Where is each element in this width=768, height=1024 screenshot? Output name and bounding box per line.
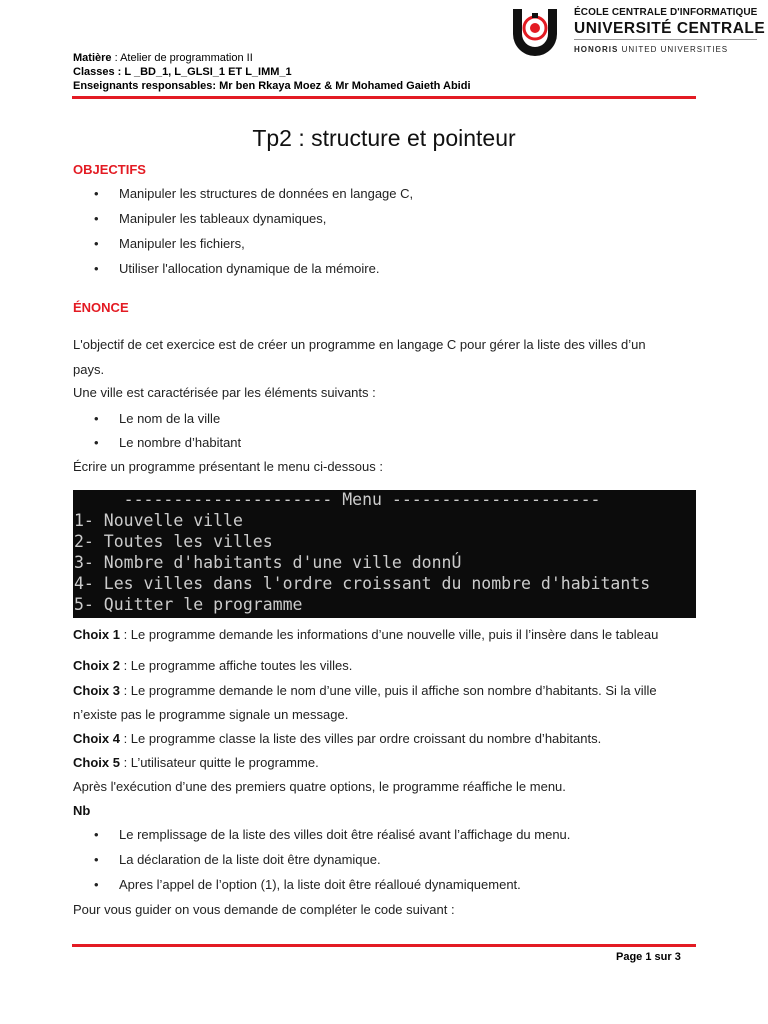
- nb-item: • La déclaration de la liste doit être dynamique.: [119, 852, 381, 867]
- header-classes: [73, 66, 292, 78]
- choix-5: [73, 755, 319, 770]
- ville-element-item: • Le nombre d’habitant: [119, 435, 241, 450]
- choix-text: : Le programme classe la liste des villes par ordre croissant du nombre d’habitants.: [119, 731, 602, 746]
- choix-text: : Le programme affiche toutes les villes.: [119, 658, 353, 673]
- objectif-item: • Manipuler les tableaux dynamiques,: [119, 211, 326, 226]
- enonce-heading: ÉNONCE: [73, 300, 129, 315]
- enseignants-label: Enseignants responsables:: [73, 80, 217, 92]
- enseignants-value: Mr ben Rkaya Moez & Mr Mohamed Gaieth Abidi: [216, 80, 471, 92]
- choix-text: : Le programme demande les informations d’une nouvelle ville, puis il l’insère dans le tableau: [119, 627, 659, 642]
- logo-honoris: HONORIS: [574, 45, 619, 54]
- classes-label: Classes: [73, 66, 115, 78]
- choix-3-cont: n’existe pas le programme signale un message.: [73, 707, 349, 722]
- nb-heading: Nb: [73, 803, 91, 818]
- objectif-item: • Utiliser l'allocation dynamique de la mémoire.: [119, 261, 379, 276]
- footer-rule: [72, 944, 696, 947]
- console-menu-screenshot: [73, 490, 696, 618]
- header-rule: [72, 96, 696, 99]
- university-logo-icon: [510, 6, 560, 56]
- apres-execution: Après l'exécution d’une des premiers quatre options, le programme réaffiche le menu.: [73, 779, 566, 794]
- objectif-item: • Manipuler les structures de données en langage C,: [119, 186, 413, 201]
- logo-separator: [574, 39, 757, 40]
- choix-label: Choix 3: [73, 683, 120, 698]
- choix-text: : Le programme demande le nom d’une ville, puis il affiche son nombre d’habitants. Si la ville: [119, 683, 657, 698]
- logo-line-honoris: [574, 45, 728, 54]
- choix-3: [73, 683, 657, 698]
- choix-4: [73, 731, 601, 746]
- header-matiere: [73, 52, 253, 64]
- matiere-value: : Atelier de programmation II: [111, 52, 253, 64]
- choix-label: Choix 4: [73, 731, 120, 746]
- logo-line-ecole: ÉCOLE CENTRALE D'INFORMATIQUE: [574, 7, 758, 18]
- enonce-caracteristiques: Une ville est caractérisée par les éléments suivants :: [73, 385, 376, 400]
- nb-item: • Le remplissage de la liste des villes doit être réalisé avant l’affichage du menu.: [119, 827, 570, 842]
- objectifs-heading: OBJECTIFS: [73, 162, 146, 177]
- matiere-label: Matière: [73, 52, 112, 64]
- page-number: Page 1 sur 3: [616, 951, 681, 963]
- enonce-ecrire: Écrire un programme présentant le menu ci-dessous :: [73, 459, 383, 474]
- choix-label: Choix 5: [73, 755, 120, 770]
- choix-label: Choix 1: [73, 627, 120, 642]
- choix-1: [73, 627, 658, 642]
- console-line-option: 1- Nouvelle ville: [74, 511, 243, 530]
- classes-value: : L _BD_1, L_GLSI_1 ET L_IMM_1: [114, 66, 292, 78]
- logo-united: UNITED UNIVERSITIES: [618, 45, 729, 54]
- choix-2: [73, 658, 352, 673]
- console-line-option: 2- Toutes les villes: [74, 532, 273, 551]
- enonce-intro: L'objectif de cet exercice est de créer un programme en langage C pour gérer la liste des villes d’un: [73, 337, 646, 352]
- console-line-option: 4- Les villes dans l'ordre croissant du nombre d'habitants: [74, 574, 651, 593]
- choix-text: : L’utilisateur quitte le programme.: [119, 755, 319, 770]
- console-line-option: 3- Nombre d'habitants d'une ville donnÚ: [74, 553, 462, 572]
- ville-element-item: • Le nom de la ville: [119, 411, 220, 426]
- objectif-item: • Manipuler les fichiers,: [119, 236, 245, 251]
- guide-text: Pour vous guider on vous demande de compléter le code suivant :: [73, 902, 455, 917]
- enonce-intro-cont: pays.: [73, 362, 105, 377]
- choix-label: Choix 2: [73, 658, 120, 673]
- header-enseignants: [73, 80, 471, 92]
- console-line-header: --------------------- Menu ---------------------: [74, 490, 601, 509]
- page-title: Tp2 : structure et pointeur: [252, 125, 516, 151]
- nb-item: • Apres l’appel de l’option (1), la liste doit être réalloué dynamiquement.: [119, 877, 521, 892]
- logo-line-universite: UNIVERSITÉ CENTRALE: [574, 20, 766, 37]
- console-line-option: 5- Quitter le programme: [74, 595, 303, 614]
